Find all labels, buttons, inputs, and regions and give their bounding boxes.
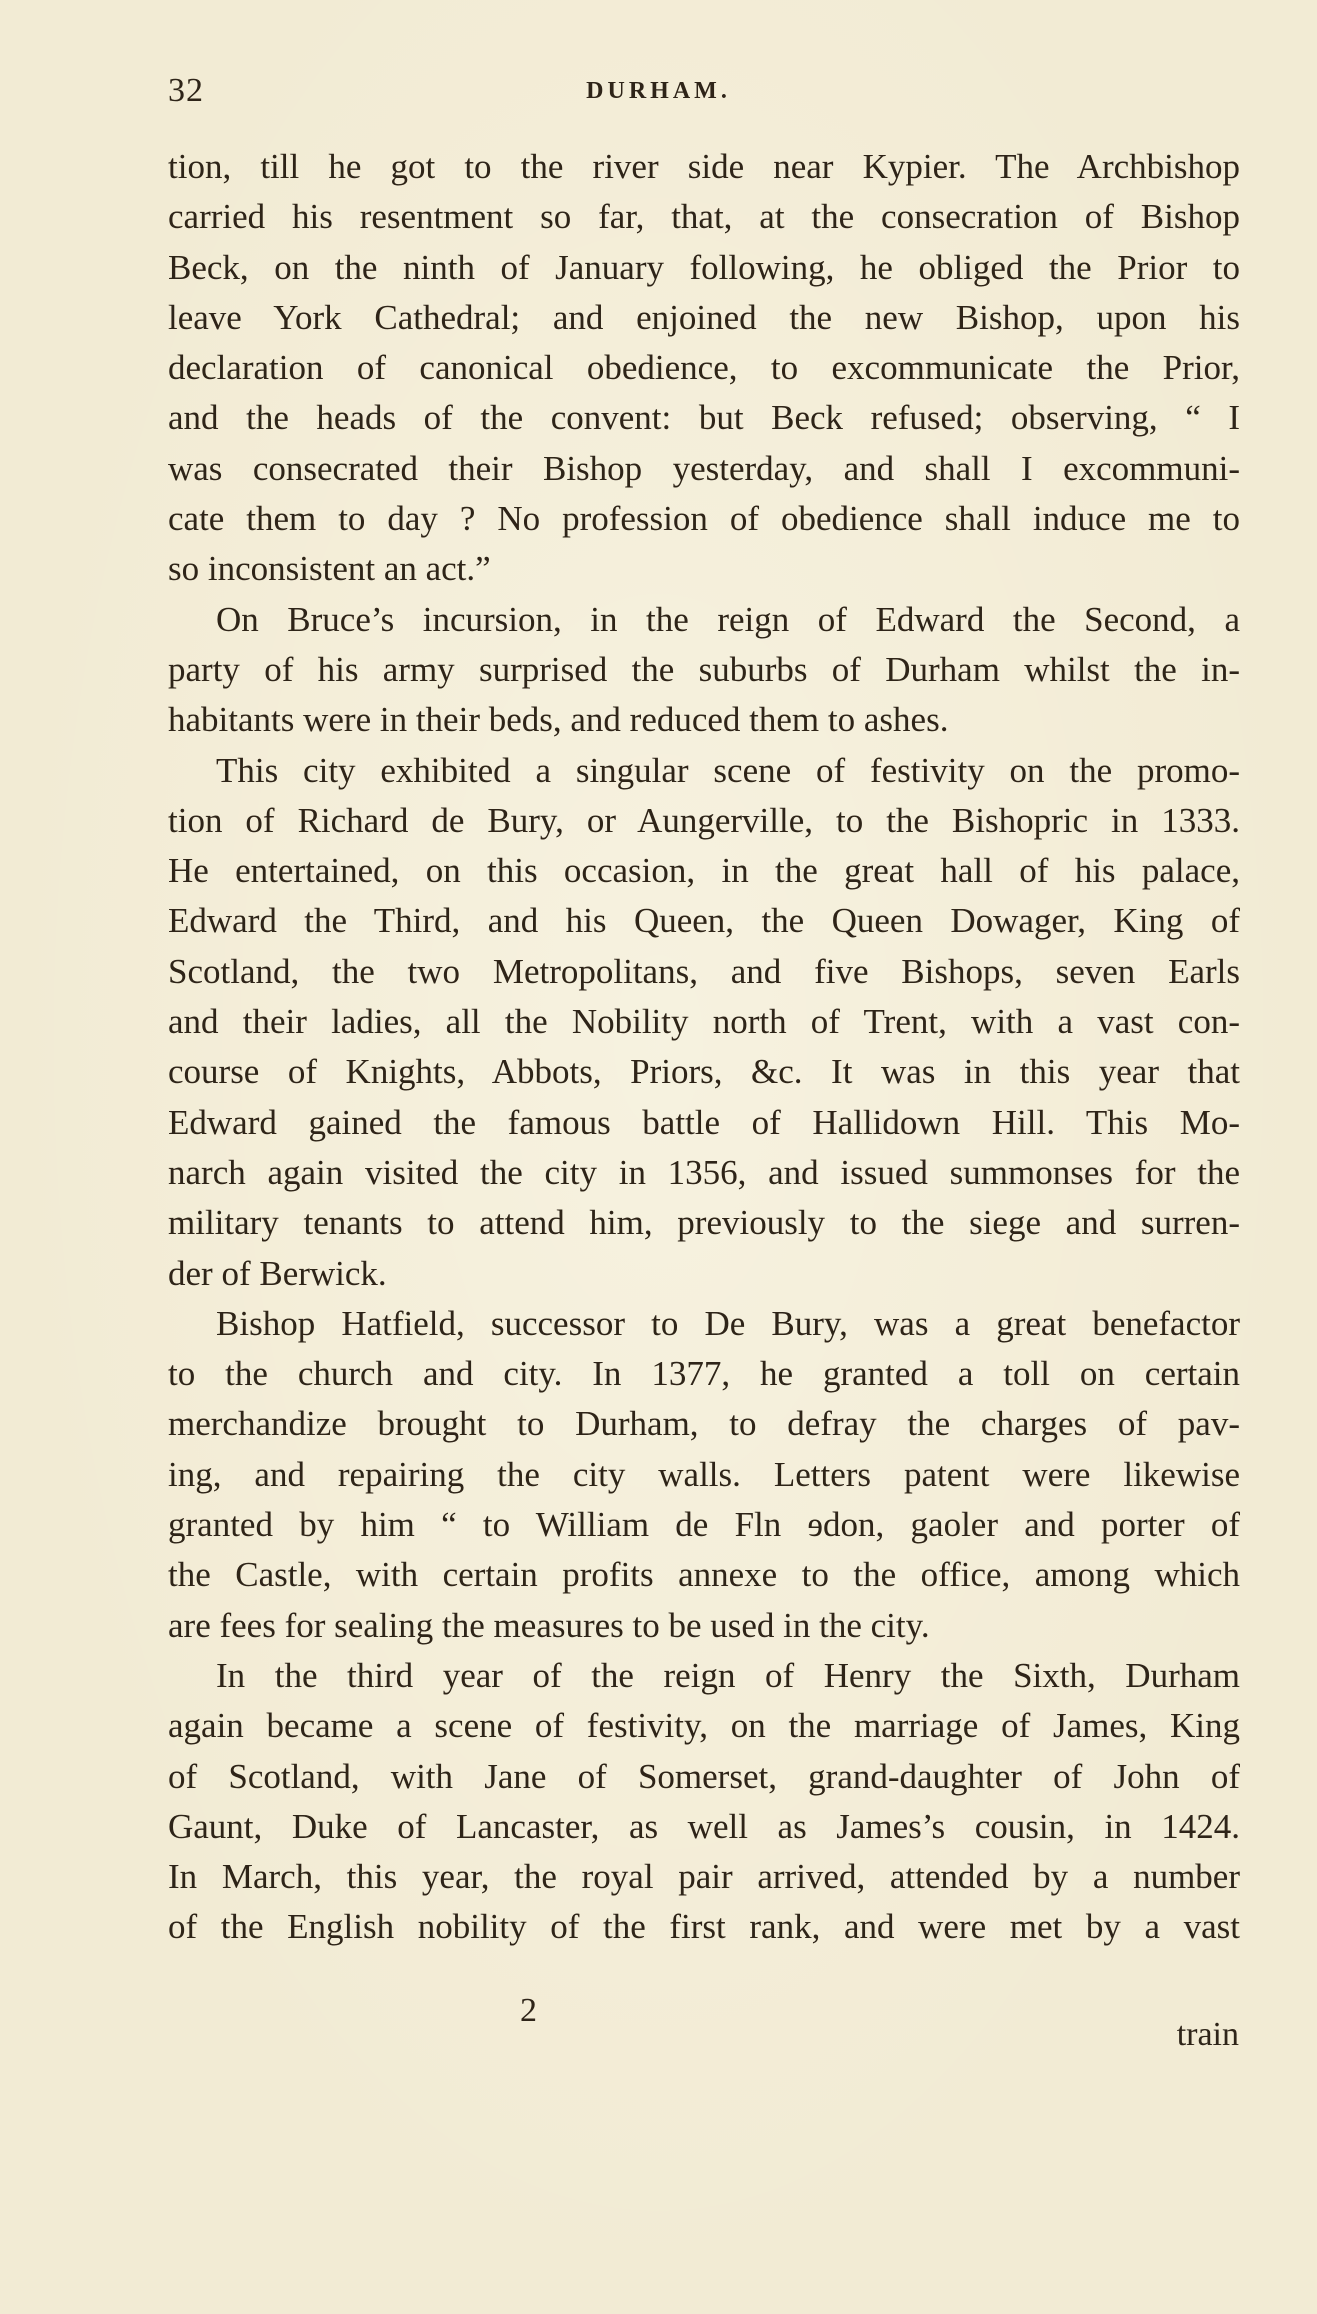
running-title: DURHAM.: [586, 78, 731, 104]
text-line: der of Berwick.: [168, 1253, 387, 1293]
text-line: was consecrated their Bishop yesterday, and shall I excommuni-: [168, 448, 1240, 488]
text-line: carried his resentment so far, that, at the consecration of Bishop: [168, 197, 1240, 237]
text-line: In March, this year, the royal pair arrived, attended by a number: [168, 1857, 1240, 1897]
text-line: merchandize brought to Durham, to defray the charges of pav-: [168, 1404, 1240, 1444]
signature-mark: 2: [520, 1992, 537, 2029]
text-line: On Bruce’s incursion, in the reign of Edward the Second, a: [216, 599, 1240, 639]
text-line: In the third year of the reign of Henry the Sixth, Durham: [216, 1655, 1240, 1695]
text-line: to the church and city. In 1377, he granted a toll on certain: [168, 1354, 1240, 1394]
running-head: [0, 72, 1317, 112]
text-line: party of his army surprised the suburbs of Durham whilst the in-: [168, 649, 1240, 689]
text-line: and the heads of the convent: but Beck refused; observing, “ I: [168, 398, 1240, 438]
text-line: narch again visited the city in 1356, and issued summonses for the: [168, 1152, 1240, 1192]
text-line: again became a scene of festivity, on the marriage of James, King: [168, 1706, 1240, 1746]
text-line: of the English nobility of the first rank, and were met by a vast: [168, 1907, 1240, 1947]
text-line: so inconsistent an act.”: [168, 549, 491, 589]
text-line: tion, till he got to the river side near Kypier. The Archbishop: [168, 147, 1240, 186]
text-line: Edward the Third, and his Queen, the Queen Dowager, King of: [168, 901, 1240, 941]
text-line: Edward gained the famous battle of Hallidown Hill. This Mo-: [168, 1102, 1240, 1142]
text-line: Scotland, the two Metropolitans, and five Bishops, seven Earls: [168, 951, 1240, 991]
text-line: This city exhibited a singular scene of festivity on the promo-: [216, 750, 1240, 790]
text-line: of Scotland, with Jane of Somerset, grand-daughter of John of: [168, 1756, 1240, 1796]
text-line: Bishop Hatfield, successor to De Bury, was a great benefactor: [216, 1303, 1240, 1343]
text-line: Beck, on the ninth of January following, he obliged the Prior to: [168, 247, 1240, 287]
text-line: are fees for sealing the measures to be used in the city.: [168, 1605, 930, 1645]
text-line: He entertained, on this occasion, in the great hall of his palace,: [168, 851, 1240, 891]
text-line: declaration of canonical obedience, to excommunicate the Prior,: [168, 348, 1240, 388]
text-line: and their ladies, all the Nobility north of Trent, with a vast con-: [168, 1002, 1240, 1042]
text-line: granted by him “ to William de Fln ɘdon, gaoler and porter of: [168, 1505, 1240, 1545]
text-line: leave York Cathedral; and enjoined the new Bishop, upon his: [168, 297, 1240, 337]
text-line: Gaunt, Duke of Lancaster, as well as James’s cousin, in 1424.: [168, 1806, 1240, 1846]
text-line: cate them to day ? No profession of obedience shall induce me to: [168, 499, 1240, 539]
page-number: 32: [168, 72, 204, 109]
text-line: ing, and repairing the city walls. Letters patent were likewise: [168, 1454, 1240, 1494]
text-line: the Castle, with certain profits annexe to the office, among which: [168, 1555, 1240, 1595]
text-line: course of Knights, Abbots, Priors, &c. It was in this year that: [168, 1052, 1240, 1092]
text-line: habitants were in their beds, and reduced them to ashes.: [168, 700, 949, 740]
body-text: [168, 142, 1240, 1953]
text-line: military tenants to attend him, previously to the siege and surren-: [168, 1203, 1240, 1243]
catchword: train: [1176, 2016, 1239, 2053]
text-line: tion of Richard de Bury, or Aungerville, to the Bishopric in 1333.: [168, 800, 1240, 840]
